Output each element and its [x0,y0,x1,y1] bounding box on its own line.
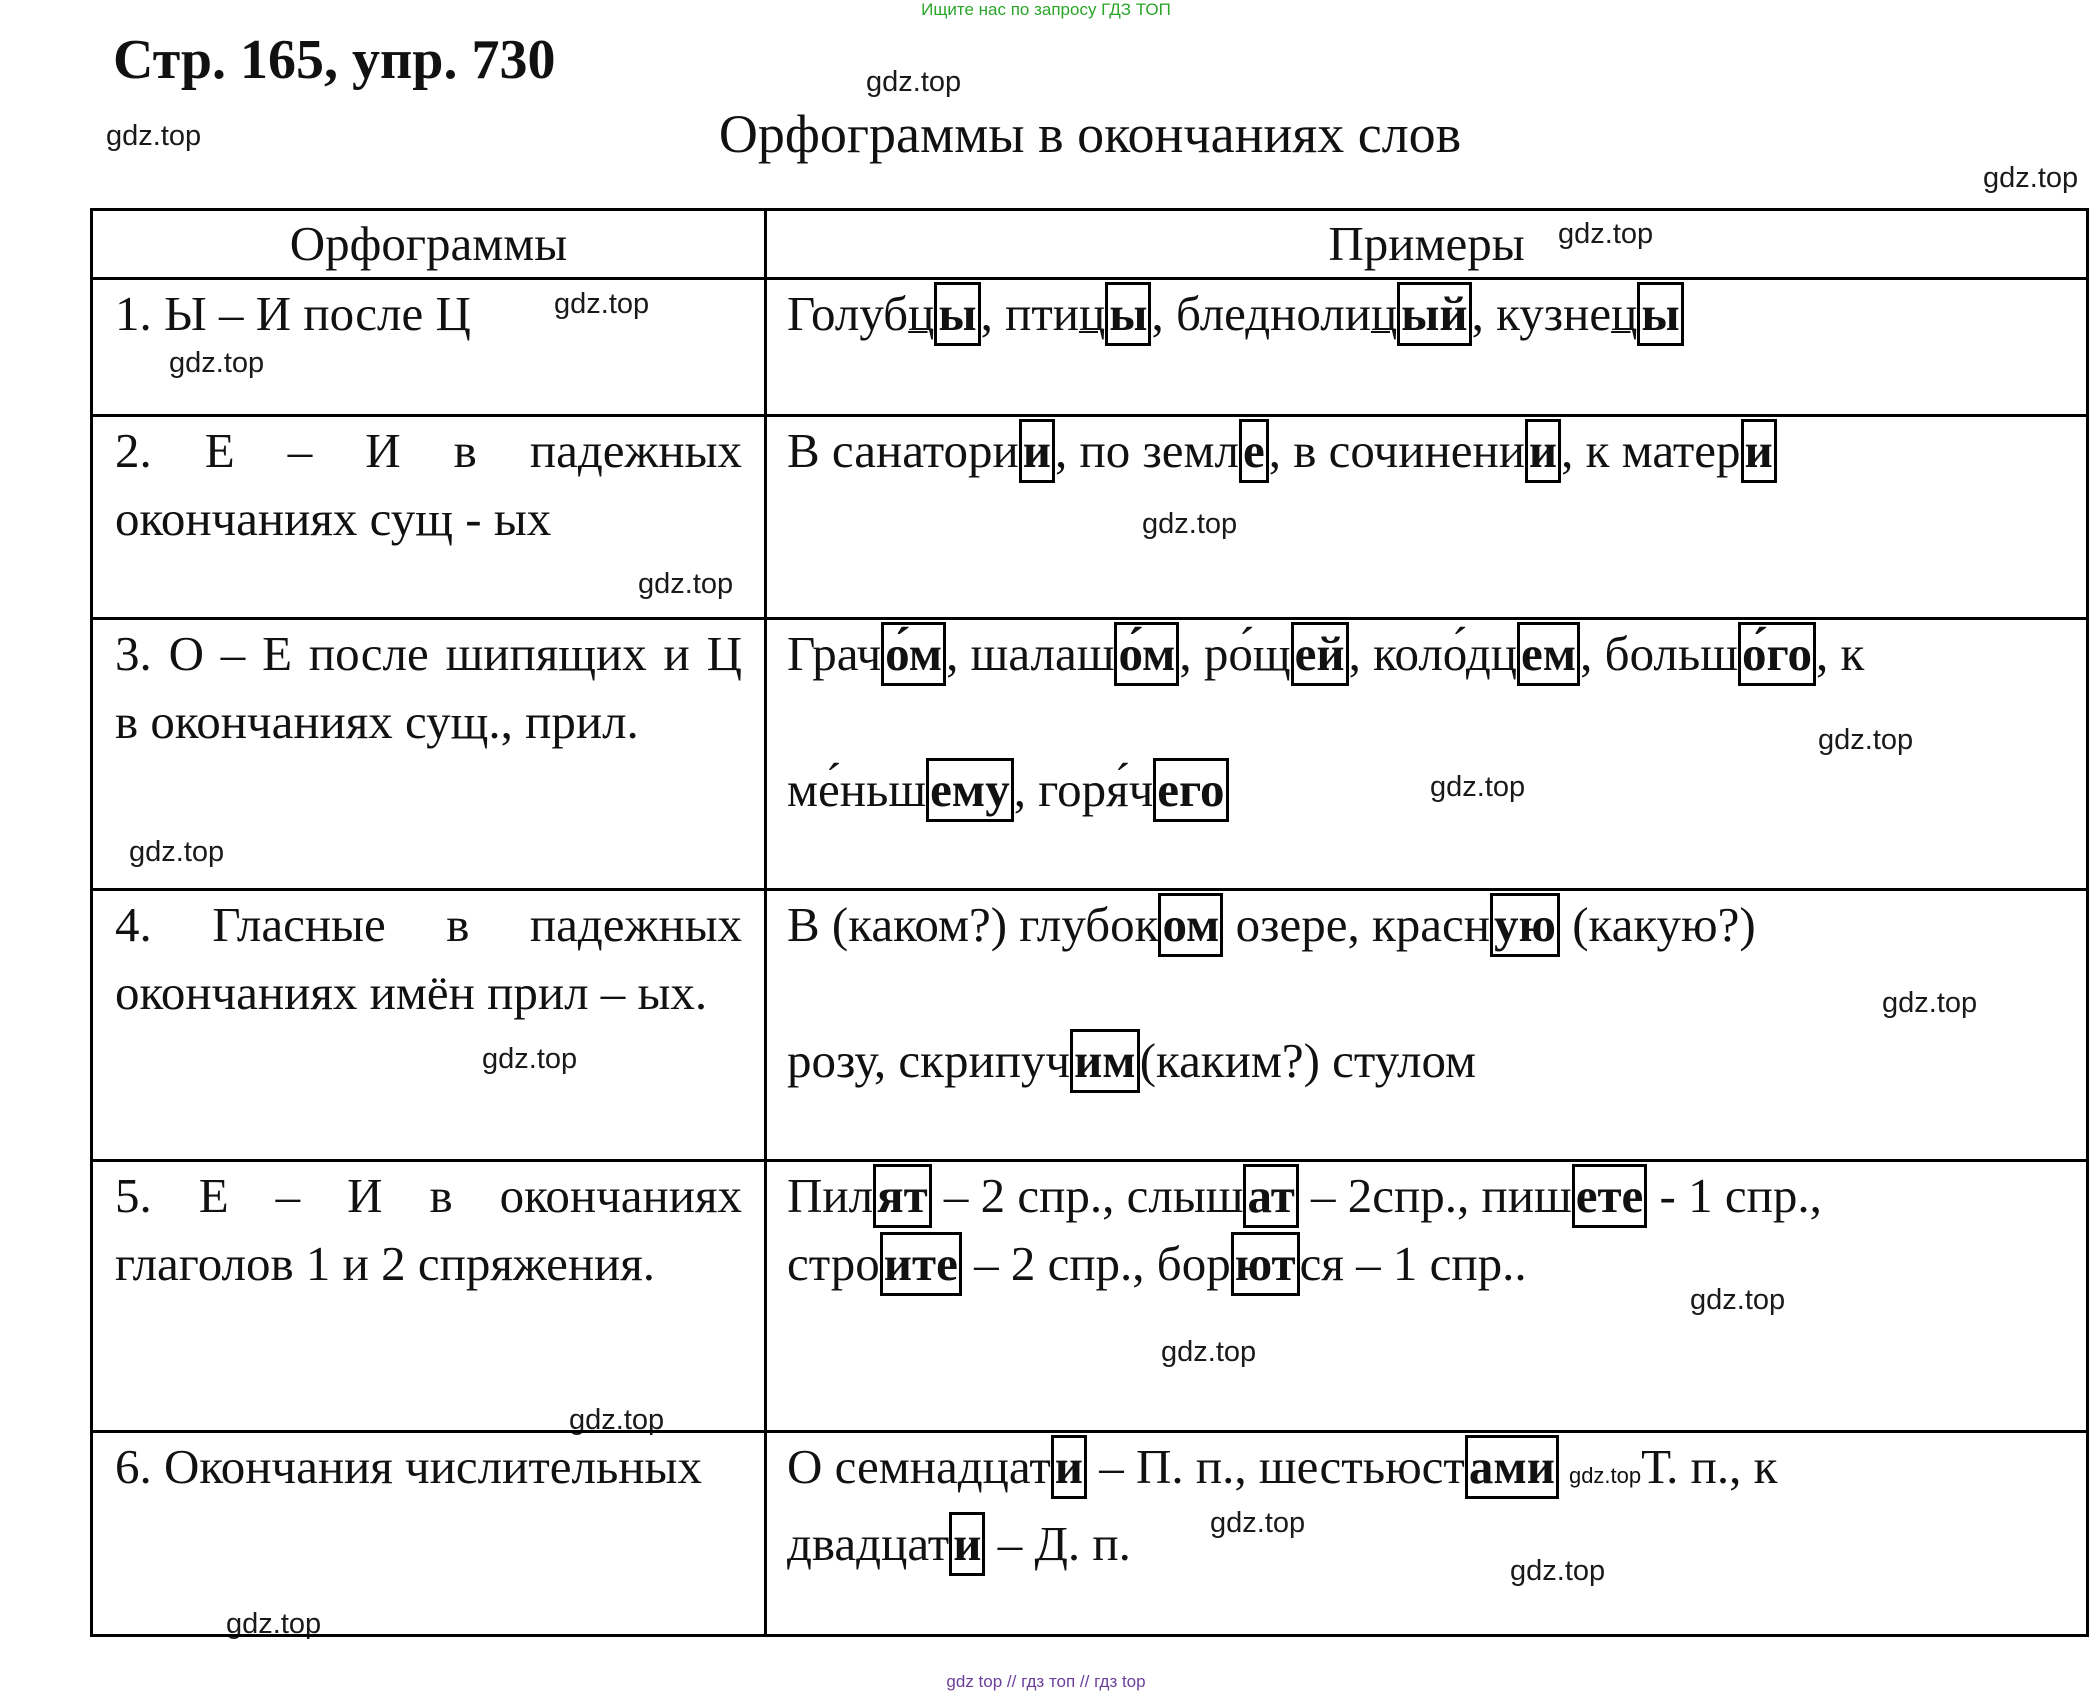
example-text: , коло́дц [1348,626,1518,681]
footer-watermark: gdz top // гдз топ // гдз top [946,1672,1146,1691]
watermark: gdz.top [866,66,962,98]
ending-box: ат [1243,1164,1298,1228]
underlined-letter: ц [1078,286,1106,341]
example-text: , по земл [1054,423,1240,478]
watermark: gdz.top [129,836,225,868]
example-text: двадцат [787,1516,950,1571]
example-line [787,620,2068,756]
rule-text: 5. Е – И в окончаниях глаголов 1 и 2 спряжения. [115,1168,742,1291]
example-text: (какую?) [1559,897,1756,952]
rule-cell [92,619,766,890]
watermark: gdz.top [226,1608,322,1640]
example-cell [766,1161,2088,1432]
example-line [787,280,2068,348]
ending-box: и [1019,419,1055,483]
example-text: , пти [980,286,1079,341]
ending-box: и [1525,419,1561,483]
ending-box: ами [1465,1435,1559,1499]
ending-box: о́м [881,622,946,686]
watermark: gdz.top [1818,724,1914,756]
example-line [787,891,2068,1027]
watermark: gdz.top [554,288,650,320]
example-text: , ро́щ [1179,626,1291,681]
underlined-letter: ц [1370,286,1398,341]
example-line [787,1027,2068,1095]
example-cell [766,416,2088,619]
example-text: В (каком?) глубок [787,897,1159,952]
column-header-rules: Орфограммы [92,210,766,279]
table-title: Орфограммы в окончаниях слов [718,104,1462,164]
spelling-table [90,208,2089,1637]
example-text: , кузне [1471,286,1612,341]
rule-text: 3. О – Е после шипящих и Ц в окончаниях сущ., прил. [115,626,742,749]
ending-box: ы [1637,282,1683,346]
watermark: gdz.top [1690,1284,1786,1316]
rule-cell [92,890,766,1161]
ending-box: ы [934,282,980,346]
example-text: , в сочинени [1268,423,1525,478]
ending-box: о́го [1738,622,1816,686]
example-text: Т. п., к [1641,1439,1778,1494]
ending-box: ют [1231,1232,1300,1296]
watermark: gdz.top [1568,1463,1642,1488]
ending-box: и [1741,419,1777,483]
example-line [787,1162,2068,1230]
example-text: О семнадцат [787,1439,1051,1494]
example-text: Голуб [787,286,909,341]
watermark: gdz.top [1430,771,1526,803]
example-cell [766,1432,2088,1636]
example-text: , к матер [1561,423,1741,478]
ending-box: ы [1105,282,1151,346]
example-cell [766,279,2088,416]
example-text: , к [1816,626,1865,681]
example-text: озере, красн [1223,897,1491,952]
rule-cell [92,416,766,619]
example-line [787,1433,2068,1510]
ending-box: и [1051,1435,1087,1499]
underlined-letter: ц [908,286,935,341]
example-text: , горя́ч [1013,762,1154,817]
ending-box: ете [1572,1164,1648,1228]
example-text: , бледноли [1151,286,1371,341]
watermark: gdz.top [1558,218,1654,250]
example-text: ме́ньш [787,762,927,817]
ending-box: ом [1158,893,1223,957]
watermark: gdz.top [1510,1555,1606,1587]
example-text: – 2 спр., бор [961,1236,1231,1291]
example-text: – 2 спр., слыш [931,1168,1244,1223]
example-line [787,1230,2068,1298]
example-text: - 1 спр., [1647,1168,1822,1223]
ending-box: ем [1517,622,1580,686]
example-text: , шалаш [946,626,1115,681]
ending-box: его [1153,758,1228,822]
ending-box: и [949,1512,985,1576]
example-line [787,756,2068,824]
example-text: Грач [787,626,882,681]
watermark: gdz.top [569,1404,665,1436]
ending-box: ему [926,758,1014,822]
ending-box: о́м [1114,622,1179,686]
example-line [787,1510,2068,1578]
watermark: gdz.top [1983,162,2079,194]
rule-cell [92,1432,766,1636]
ending-box: ите [880,1232,962,1296]
watermark: gdz.top [1882,987,1978,1019]
example-text: , больш [1580,626,1738,681]
watermark: gdz.top [638,568,734,600]
rule-text: 4. Гласные в падежных окончаниях имён прил – ых. [115,897,742,1020]
example-line [787,417,2068,485]
example-text: В санатори [787,423,1019,478]
watermark: gdz.top [169,347,265,379]
example-text: стро [787,1236,880,1291]
example-text: (каким?) стулом [1139,1033,1477,1088]
watermark: gdz.top [106,120,202,152]
rule-text: 6. Окончания числительных [115,1439,702,1494]
watermark: gdz.top [1142,508,1238,540]
ending-box: е [1239,419,1269,483]
example-text: – Д. п. [985,1516,1131,1571]
ending-box: им [1070,1029,1140,1093]
example-text: ся – 1 спр.. [1299,1236,1527,1291]
rule-text: 2. Е – И в падежных окончаниях сущ - ых [115,423,742,546]
ending-box: ят [873,1164,932,1228]
example-text: Пил [787,1168,874,1223]
rule-text: 1. Ы – И после Ц [115,286,471,341]
underlined-letter: ц [1611,286,1638,341]
ending-box: ый [1397,282,1472,346]
watermark: gdz.top [1161,1336,1257,1368]
rule-cell [92,1161,766,1432]
example-text: розу, скрипуч [787,1033,1071,1088]
example-text: – 2спр., пиш [1298,1168,1572,1223]
rule-cell [92,279,766,416]
example-cell [766,619,2088,890]
watermark: gdz.top [482,1043,578,1075]
ending-box: ую [1490,893,1560,957]
example-text: – П. п., шестьюст [1087,1439,1465,1494]
page-title: Стр. 165, упр. 730 [113,29,556,91]
watermark: gdz.top [1210,1507,1306,1539]
search-banner: Ищите нас по запросу ГДЗ ТОП [921,0,1171,19]
ending-box: ей [1291,622,1349,686]
column-header-examples: Примеры [766,210,2088,279]
example-cell [766,890,2088,1161]
